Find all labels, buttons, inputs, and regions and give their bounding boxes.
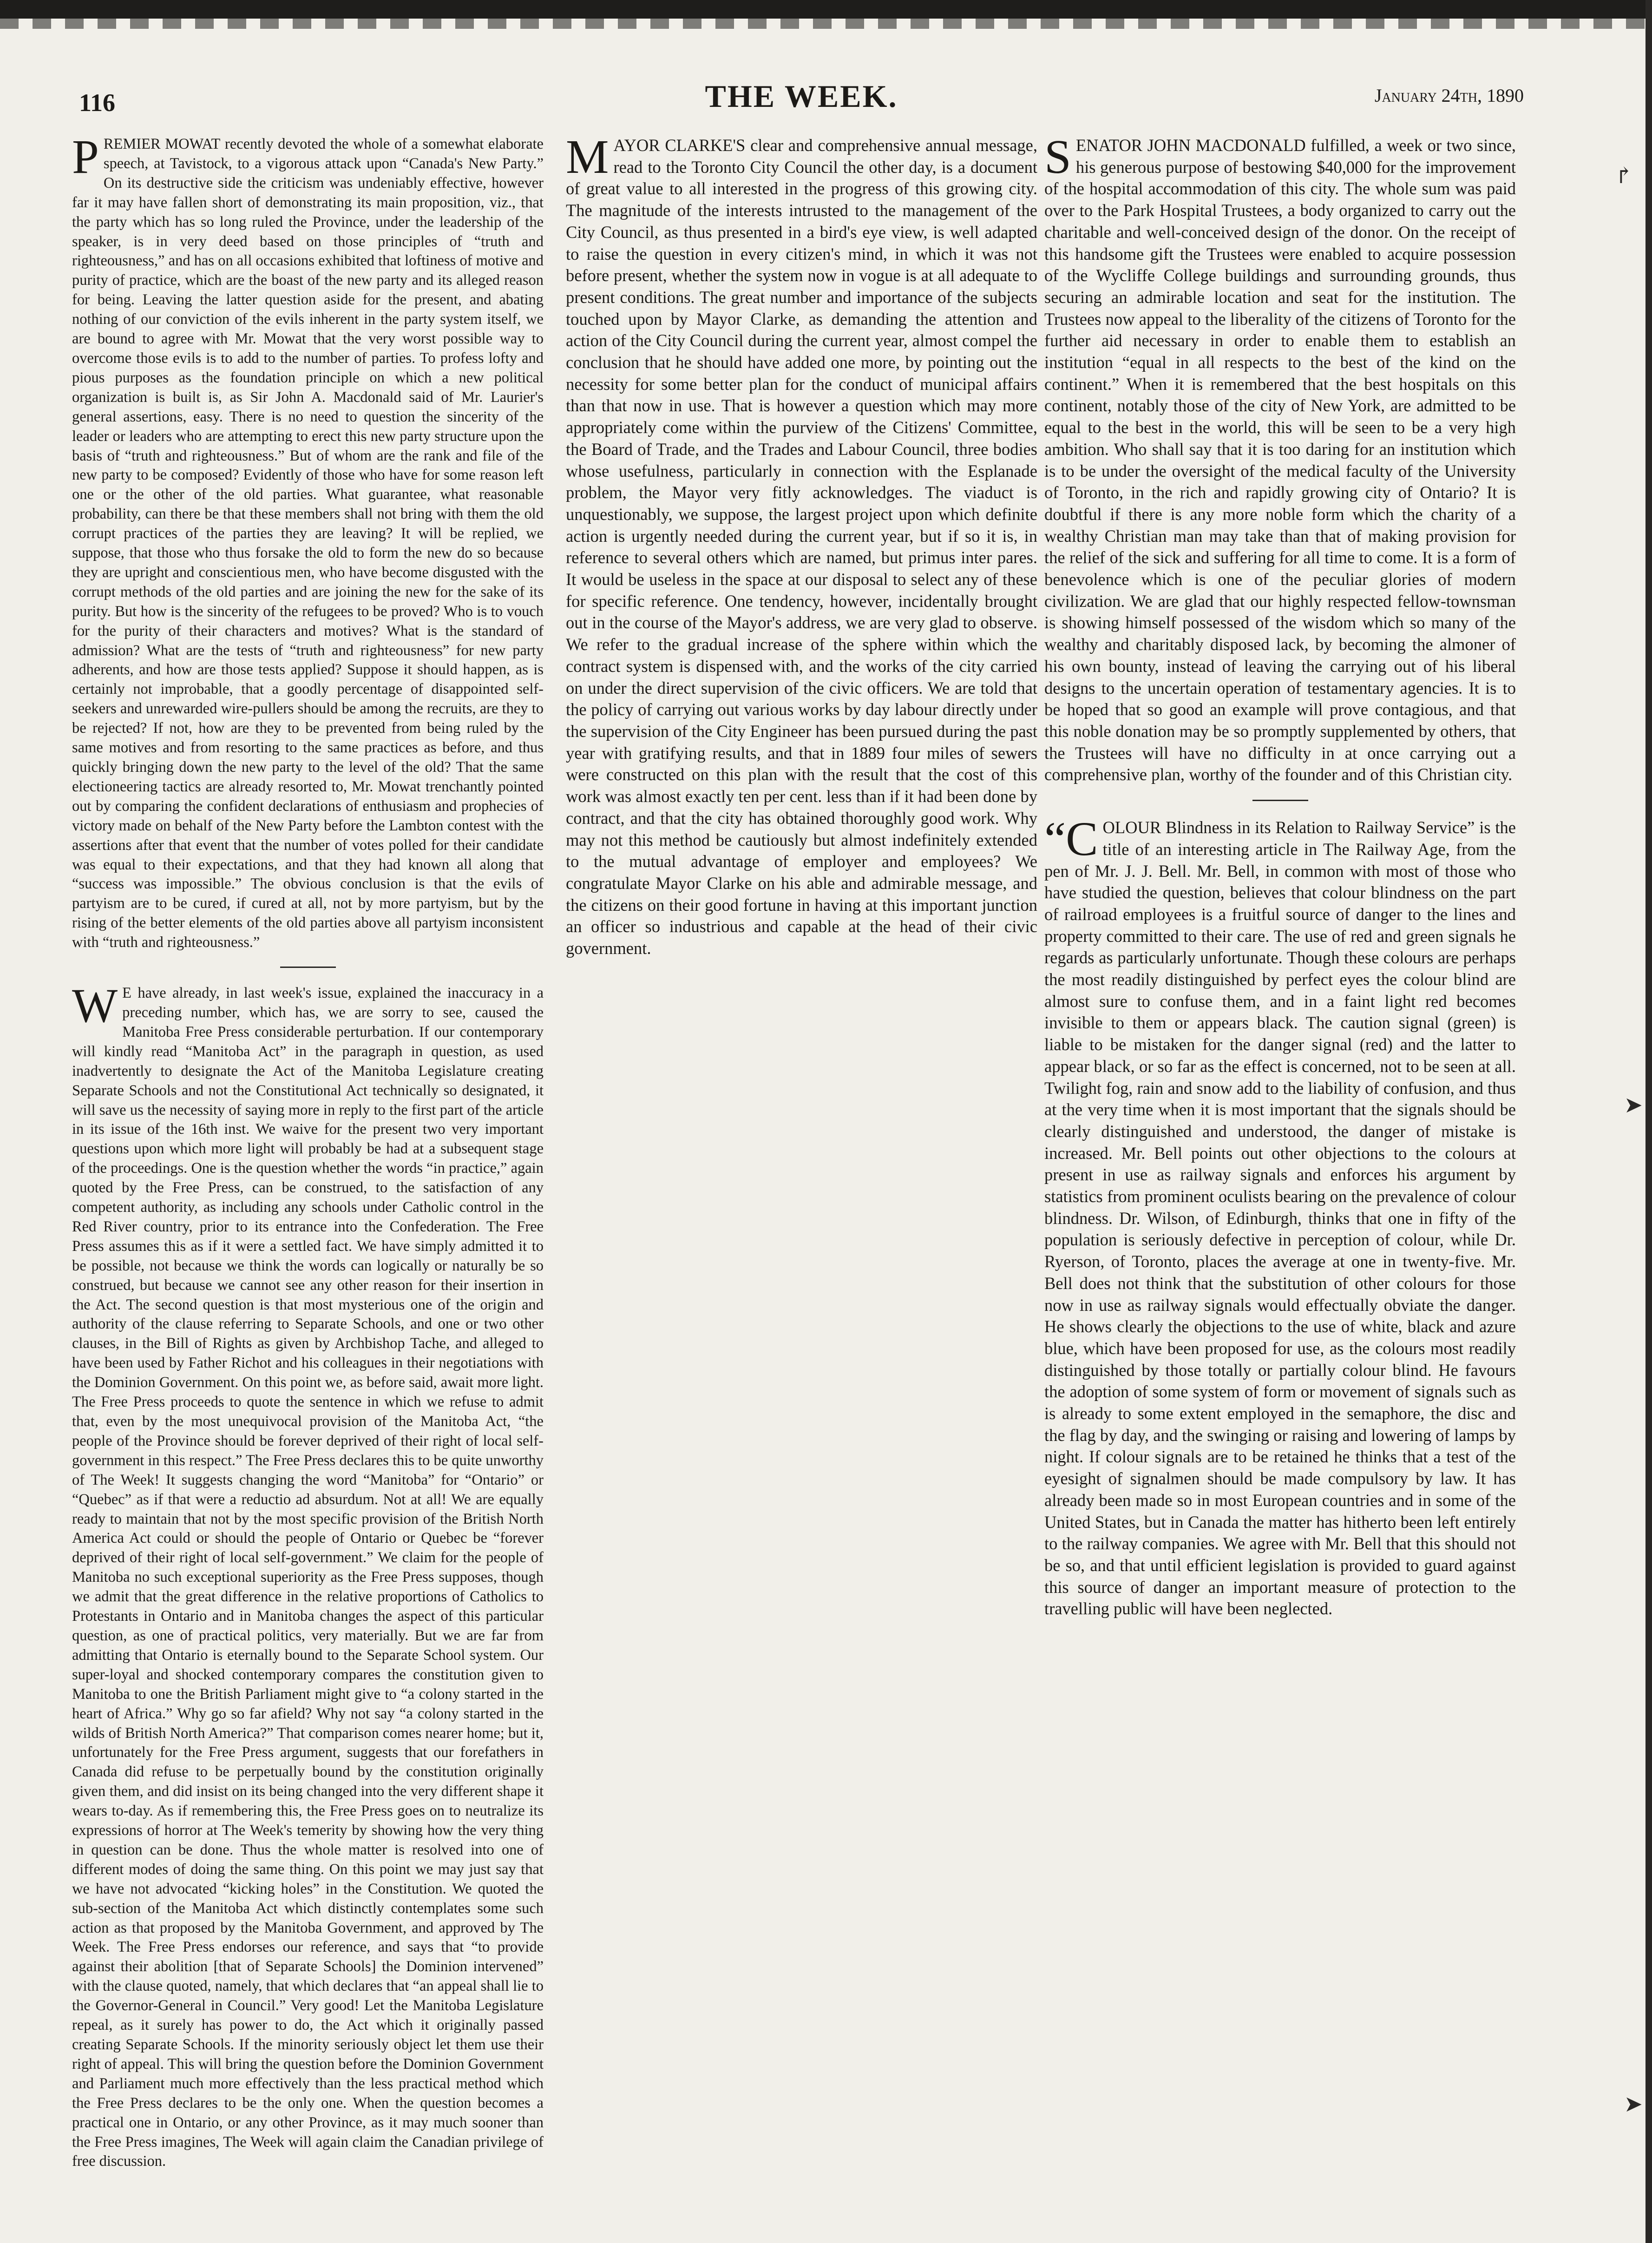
drop-cap: M: [566, 130, 609, 184]
article-mayor-clarke: [566, 130, 1038, 960]
article-mowat: [72, 130, 544, 953]
section-divider: [1252, 800, 1308, 801]
article-body: recently devoted the whole of a somewhat elaborate speech, at Tavistock, to a vigorous attack upon “Canada's New Party.” On its destructive side the criticism was undeniably effective, however far it may have fallen short of demonstrating its main proposition, viz., that the party which has so long ruled the Province, under the leadership of the speaker, is in very deed based on those principles of “truth and righteousness,” and has on all occasions exhibited that loftiness of motive and purity of practice, which are the boast of the new party and its alleged reason for being. Leaving the latter question aside for the present, and abating nothing of our conviction of the evils inherent in the party system itself, we are bound to agree with Mr. Mowat that the very worst possible way to overcome those evils is to add to the number of parties. To profess lofty and pious purposes as the foundation principle on which a new political organization is built is, as Sir John A. Macdonald said of Mr. Laurier's general assertions, easy. There is no need to question the sincerity of the leader or leaders who are attempting to erect this new party structure upon the basis of “truth and righteousness.” But of whom are the rank and file of the new party to be composed? Evidently of those who have for some reason left one or the other of the old parties. What guarantee, what reasonable probability, can there be that these members shall not bring with them the old corrupt practices of the parties they are leaving? It will be replied, we suppose, that those who thus forsake the old to form the new do so because they are upright and conscientious men, who have become disgusted with the corrupt methods of the old parties and are joining the new for the sake of its purity. But how is the sincerity of the refugees to be proved? Who is to vouch for the purity of their characters and motives? What is the standard of admission? What are the tests of “truth and righteousness” for new party adherents, and how are those tests applied? Suppose it should happen, as is certainly not improbable, that a goodly percentage of disappointed self-seekers and unrewarded wire-pullers should be among the recruits, are they to be rejected? If not, how are they to be prevented from being ruled by the same motives and from resorting to the same practices as before, and thus quickly bringing down the new party to the level of the old? That the same electioneering tactics are already resorted to, Mr. Mowat trenchantly pointed out by comparing the confident declarations of enthusiasm and prophecies of victory made on behalf of the New Party before the Lambton contest with the assertions after that event that the number of votes polled for their candidate was equal to their expectations, and that they had known all along that “success was impossible.” The obvious conclusion is that the evils of partyism are to be cured, if cured at all, not by more partyism, but by the rising of the better elements of the old parties above all partyism inconsistent with “truth and righteousness.”: [72, 136, 544, 951]
column-1: [72, 130, 544, 2171]
margin-arrow-icon: ↱: [1614, 164, 1633, 188]
masthead-title: THE WEEK.: [705, 79, 898, 114]
column-2: [566, 130, 1038, 960]
drop-cap: “C: [1044, 812, 1098, 866]
section-divider: [280, 967, 336, 968]
issue-date: January 24th, 1890: [1374, 85, 1524, 106]
top-border: [0, 0, 1652, 19]
article-manitoba: [72, 979, 544, 2171]
page-number: 116: [79, 89, 116, 117]
drop-cap: S: [1044, 130, 1071, 184]
article-lead: AYOR CLARKE'S: [613, 136, 746, 155]
right-border: [1645, 0, 1652, 2243]
margin-arrow-icon: ➤: [1624, 2092, 1643, 2117]
article-senator-macdonald: [1044, 130, 1516, 786]
article-body: have already, in last week's issue, explained the inaccuracy in a preceding number, which has, we are sorry to see, caused the Manitoba Free Press considerable perturbation. If our contemporary will kindly read “Manitoba Act” in the paragraph in question, as used inadvertently to designate the Act of the Manitoba Legislature creating Separate Schools and not the Constitutional Act technically so designated, it will save us the necessity of saying more in reply to the first part of the article in its issue of the 16th inst. We waive for the present two very important questions upon which more light will probably be had at a subsequent stage of the proceedings. One is the question whether the words “in practice,” again quoted by the Free Press, can be construed, to the satisfaction of any competent authority, as including any schools under Catholic control in the Red River country, prior to its entrance into the Confederation. The Free Press assumes this as if it were a settled fact. We have simply admitted it to be possible, not because we think the words can logically or naturally be so construed, but because we cannot see any other reason for their insertion in the Act. The second question is that most mysterious one of the origin and authority of the clause referring to Separate Schools, and one or two other clauses, in the Bill of Rights as given by Archbishop Tache, and alleged to have been used by Father Richot and his colleagues in their negotiations with the Dominion Government. On this point we, as before said, await more light. The Free Press proceeds to quote the sentence in which we refuse to admit that, even by the most unequivocal provision of the Manitoba Act, “the people of the Province should be forever deprived of their right of local self-government in this respect.” The Free Press declares this to be quite unworthy of The Week! It suggests changing the word “Manitoba” for “Ontario” or “Quebec” as if that were a reductio ad absurdum. Not at all! We are equally ready to maintain that not by the most specific provision of the British North America Act could or should the people of Ontario or Quebec be “forever deprived of their right of local self-government.” We claim for the people of Manitoba no such exceptional superiority as the Free Press supposes, though we admit that the great difference in the relative proportions of Catholics to Protestants in Ontario and in Manitoba changes the aspect of this particular question, as one of practical politics, very materially. But we are far from admitting that Ontario is eternally bound to the Separate School system. Our super-loyal and shocked contemporary compares the constitution given to Manitoba to one the British Parliament might give to “a colony started in the heart of Africa.” Why go so far afield? Why not say “a colony started in the wilds of British North America?” That comparison comes nearer home; but it, unfortunately for the Free Press argument, suggests that our forefathers in Canada did refuse to be perpetually bound by the constitution originally given them, and did insist on its being changed into the very different shape it wears to-day. As if remembering this, the Free Press goes on to neutralize its expressions of horror at The Week's temerity by showing how the very thing in question can be done. Thus the whole matter is resolved into one of different modes of doing the same thing. On this point we may just say that we have not advocated “kicking holes” in the Constitution. We quoted the sub-section of the Manitoba Act which distinctly contemplates some such action as that proposed by the Manitoba Government, and approved by The Week. The Free Press endorses our reference, and says that “to provide against their abolition [that of Separate Schools] the Dominion intervened” with the clause quoted, namely, that which declares that “an appeal shall lie to the Governor-General in Council.” Very good! Let the Manitoba Legislature repeal, as it surely has power to do, the Act which it originally passed creating Separate Schools. If the minority seriously object let them use their right of appeal. This will bring the question before the Dominion Government and Parliament much more effectively than the less practical method which the Free Press declares to be the only one. When the question becomes a practical one in Ontario, or any other Province, as it may much sooner than the Free Press imagines, The Week will again claim the Canadian privilege of free discussion.: [72, 985, 544, 2170]
article-lead: E: [122, 985, 132, 1002]
article-body: Blindness in its Relation to Railway Service” is the title of an interesting article in The Railway Age, from the pen of Mr. J. J. Bell. Mr. Bell, in common with most of those who have studied the question, believes that colour blindness on the part of railroad employees is a fruitful source of danger to the lines and property committed to their care. The use of red and green signals he regards as particularly unfortunate. Though these colours are perhaps the most readily distinguished by perfect eyes the colour blind are almost sure to confuse them, and in a faint light red becomes invisible to them or appears black. The caution signal (green) is liable to be mistaken for the danger signal (red) and the latter to appear black, or so far as the effect is concerned, not to be seen at all. Twilight fog, rain and snow add to the liability of confusion, and thus at the very time when it is most important that the signals should be clearly distinguished and understood, the danger of mistake is increased. Mr. Bell points out other objections to the colours at present in use as railway signals and enforces his argument by statistics from prominent oculists bearing on the prevalence of colour blindness. Dr. Wilson, of Edinburgh, thinks that one in fifty of the population is seriously defective in perception of colour, while Dr. Ryerson, of Toronto, places the average at one in twenty-five. Mr. Bell does not think that the substitution of other colours for those now in use as railway signals would effectually obviate the danger. He shows clearly the objections to the use of white, black and azure blue, which have been proposed for use, as the colours most readily distinguished by those totally or partially colour blind. He favours the adoption of some system of form or movement of signals such as is already to some extent employed in the semaphore, the disc and the flag by day, and the swinging or raising and lowering of lamps by night. If colour signals are to be retained he thinks that a test of the eyesight of signalmen should be made compulsory by law. It has already been made so in most European countries and in some of the United States, but in Canada the matter has hitherto been left entirely to the railway companies. We agree with Mr. Bell that this should not be so, and that until efficient legislation is provided to guard against this source of danger an important measure of protection to the travelling public will have been neglected.: [1044, 818, 1516, 1618]
article-lead: OLOUR: [1102, 818, 1161, 837]
article-body: fulfilled, a week or two since, his generous purpose of bestowing $40,000 for the improvement of the hospital accommodation of this city. The whole sum was paid over to the Park Hospital Trustees, a body organized to carry out the charitable and well-conceived design of the donor. On the receipt of this handsome gift the Trustees were enabled to acquire possession of the Wycliffe College buildings and surrounding grounds, thus securing an admirable location and seat for the institution. The Trustees now appeal to the liberality of the citizens of Toronto for the further aid necessary in order to enable them to establish an institution “equal in all respects to the best of the kind on the continent.” When it is remembered that the best hospitals on this continent, notably those of the city of New York, are admitted to be equal to the best in the world, this will be seen to be a very high ambition. Who shall say that it is too daring for an institution which is to be under the oversight of the medical faculty of the University of Toronto, in the rich and rapidly growing city of Ontario? It is doubtful if there is any more noble form which the charity of a wealthy Christian man may take than that of making provision for the relief of the sick and suffering for all time to come. It is a form of benevolence which is one of the peculiar glories of modern civilization. We are glad that our highly respected fellow-townsman is showing himself possessed of the wisdom which so many of the wealthy and charitably disposed lack, by becoming the almoner of his own bounty, instead of leaving the carrying out of his liberal designs to the uncertain operation of testamentary agencies. It is to be hoped that so good an example will prove contagious, and that this noble donation may be so promptly supplemented by others, that the Trustees will have no difficulty in at once carrying out a comprehensive plan, worthy of the founder and of this Christian city.: [1044, 136, 1516, 784]
margin-arrow-icon: ➤: [1624, 1093, 1643, 1118]
drop-cap: P: [72, 130, 99, 184]
page-header: [70, 70, 1533, 121]
drop-cap: W: [72, 979, 118, 1033]
article-lead: REMIER MOWAT: [103, 136, 221, 152]
article-body: clear and comprehensive annual message, read to the Toronto City Council the other day, is a document of great value to all interested in the progress of this growing city. The magnitude of the interests intrusted to the management of the City Council, as thus presented in a bird's eye view, is well adapted to raise the question in every citizen's mind, in which it was not before present, whether the system now in vogue is at all adequate to present conditions. The great number and importance of the subjects touched upon by Mayor Clarke, as demanding the attention and action of the City Council during the current year, almost compel the conclusion that he should have added one more, by pointing out the necessity for some better plan for the conduct of municipal affairs than that now in use. That is however a question which may more appropriately come within the purview of the Citizens' Committee, the Board of Trade, and the Trades and Labour Council, three bodies whose usefulness, particularly in connection with the Esplanade problem, the Mayor very fitly acknowledges. The viaduct is unquestionably, we suppose, the largest project upon which definite action is urgently needed during the current year, but if so it is, in reference to several others which are named, but primus inter pares. It would be useless in the space at our disposal to select any of these for specific reference. One tendency, however, incidentally brought out in the course of the Mayor's address, we are very glad to observe. We refer to the gradual increase of the sphere within which the contract system is dispensed with, and the works of the city carried on under the direct supervision of the civic officers. We are told that the policy of carrying out various works by day labour directly under the supervision of the City Engineer has been pursued during the past year with gratifying results, and that in 1889 four miles of sewers were constructed on this plan with the result that the cost of this work was almost exactly ten per cent. less than if it had been done by contract, and that the city has obtained thoroughly good work. Why may not this method be cautiously but almost indefinitely extended to the mutual advantage of employer and employees? We congratulate Mayor Clarke on his able and admirable message, and the citizens on their good fortune in having at this important junction an officer so industrious and capable at the head of their civic government.: [566, 136, 1038, 958]
article-colour-blindness: [1044, 812, 1516, 1620]
torn-edge: [0, 19, 1652, 29]
article-lead: ENATOR JOHN MACDONALD: [1075, 136, 1306, 155]
column-3: [1044, 130, 1516, 1620]
